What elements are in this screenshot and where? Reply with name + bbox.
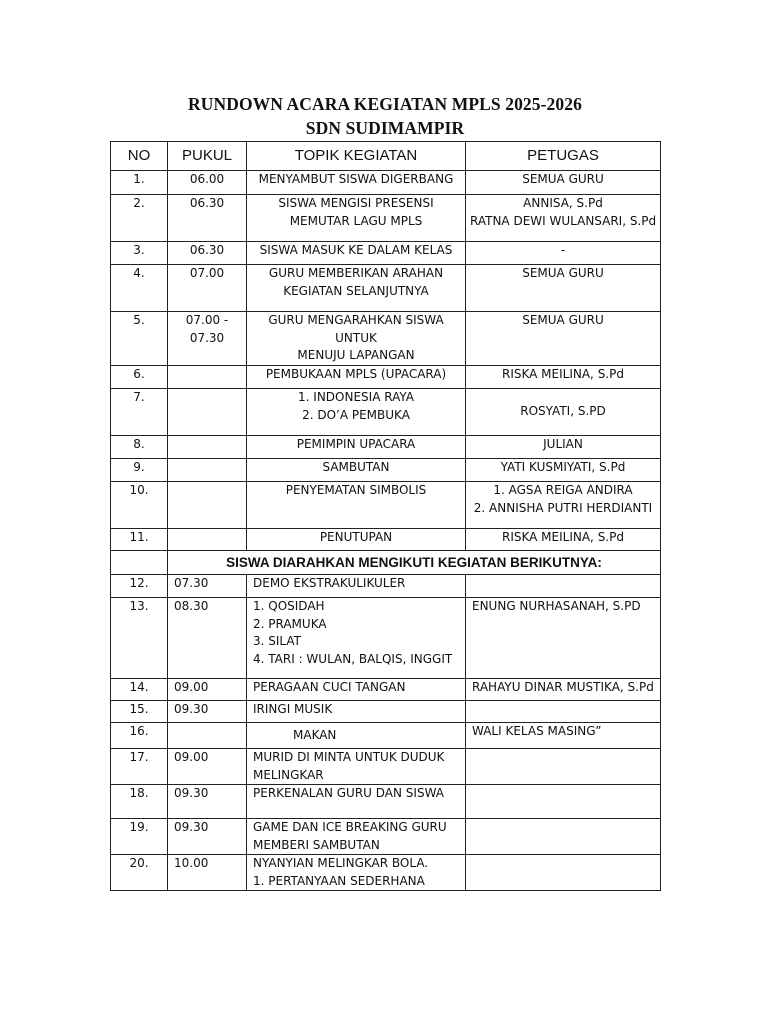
cell-officer-line: SEMUA GURU [522, 313, 604, 327]
cell-officer [466, 785, 661, 819]
cell-no: 4. [111, 265, 168, 312]
cell-officer [466, 242, 661, 265]
cell-topic-line: 1. INDONESIA RAYA [298, 390, 414, 404]
cell-time [168, 598, 247, 679]
table-row [111, 529, 661, 551]
cell-no: 17. [111, 749, 168, 785]
cell-time [168, 366, 247, 389]
cell-no: 20. [111, 855, 168, 891]
table-row [111, 598, 661, 679]
cell-topic-line: NYANYIAN MELINGKAR BOLA. [253, 856, 429, 870]
cell-topic [247, 195, 466, 242]
cell-topic-line: PENYEMATAN SIMBOLIS [285, 483, 427, 497]
cell-time [168, 701, 247, 723]
cell-topic-line: SISWA MASUK KE DALAM KELAS [259, 243, 453, 257]
cell-officer [466, 265, 661, 312]
cell-time [168, 575, 247, 598]
cell-topic [247, 701, 466, 723]
cell-time [168, 242, 247, 265]
cell-officer-line: ROSYATI, S.PD [520, 404, 606, 418]
cell-officer [466, 679, 661, 701]
cell-time [168, 389, 247, 436]
cell-time-line: 06.00 [189, 172, 225, 186]
cell-officer-line: RISKA MEILINA, S.Pd [502, 530, 624, 544]
cell-officer [466, 195, 661, 242]
cell-no: 16. [111, 723, 168, 749]
cell-time-line: 07.30 [189, 330, 225, 345]
cell-topic-line: GURU MENGARAHKAN SISWA [268, 313, 444, 327]
cell-topic-line: SISWA MENGISI PRESENSI [278, 196, 434, 210]
cell-time [168, 855, 247, 891]
cell-officer-line: 1. AGSA REIGA ANDIRA [493, 483, 633, 497]
table-row [111, 679, 661, 701]
cell-topic-line: UNTUK [335, 330, 377, 345]
table-row [111, 855, 661, 891]
cell-topic [247, 575, 466, 598]
cell-time-line: 07.00 [189, 266, 225, 280]
table-row [111, 171, 661, 195]
table-row [111, 366, 661, 389]
cell-officer [466, 312, 661, 366]
table-row [111, 389, 661, 436]
cell-officer [466, 749, 661, 785]
cell-topic-line: 1. PERTANYAAN SEDERHANA [253, 873, 425, 888]
cell-topic-line: PEMIMPIN UPACARA [296, 437, 416, 451]
cell-time [168, 436, 247, 459]
cell-time-line: 06.30 [189, 243, 225, 257]
cell-topic [247, 785, 466, 819]
cell-topic [247, 679, 466, 701]
table-row [111, 265, 661, 312]
table-row [111, 242, 661, 265]
cell-topic [247, 436, 466, 459]
cell-topic-line: MAKAN [293, 728, 337, 742]
cell-officer [466, 819, 661, 855]
cell-time-line: 06.30 [189, 196, 225, 210]
cell-officer [466, 366, 661, 389]
cell-time-line: 08.30 [174, 599, 209, 613]
cell-officer-line: JULIAN [543, 437, 583, 451]
cell-topic [247, 312, 466, 366]
cell-officer-line: SEMUA GURU [522, 172, 604, 186]
cell-no: 19. [111, 819, 168, 855]
cell-time [168, 723, 247, 749]
cell-no: 8. [111, 436, 168, 459]
cell-time [168, 819, 247, 855]
cell-officer [466, 459, 661, 482]
cell-topic [247, 819, 466, 855]
cell-topic [247, 242, 466, 265]
cell-time [168, 785, 247, 819]
header-no: NO [111, 142, 168, 171]
cell-no: 5. [111, 312, 168, 366]
school-name: SDN SUDIMAMPIR [305, 118, 465, 138]
cell-officer [466, 598, 661, 679]
cell-topic-line: GURU MEMBERIKAN ARAHAN [268, 266, 444, 280]
header-time: PUKUL [168, 142, 247, 171]
cell-time-line: 09.00 [174, 680, 209, 694]
cell-time [168, 459, 247, 482]
cell-topic-line: PEMBUKAAN MPLS (UPACARA) [265, 367, 447, 381]
cell-topic [247, 389, 466, 436]
cell-topic-line: 4. TARI : WULAN, BALQIS, INGGIT [253, 651, 453, 666]
rundown-table [110, 141, 661, 891]
table-row [111, 785, 661, 819]
cell-no: 6. [111, 366, 168, 389]
cell-topic [247, 529, 466, 551]
header-topic: TOPIK KEGIATAN [247, 142, 466, 171]
cell-time-line: 07.30 [174, 576, 209, 590]
cell-time-line: 07.00 - [185, 313, 229, 327]
cell-no: 9. [111, 459, 168, 482]
cell-officer [466, 575, 661, 598]
section-row [111, 551, 661, 575]
table-row [111, 482, 661, 529]
cell-officer-line: YATI KUSMIYATI, S.Pd [500, 460, 626, 474]
cell-officer-line: 2. ANNISHA PUTRI HERDIANTI [473, 500, 653, 515]
table-header-row [111, 142, 661, 171]
cell-time [168, 312, 247, 366]
cell-officer-line: ENUNG NURHASANAH, S.PD [472, 599, 641, 613]
cell-topic-line: KEGIATAN SELANJUTNYA [283, 283, 429, 298]
cell-topic-line: GAME DAN ICE BREAKING GURU [253, 820, 447, 834]
cell-officer [466, 855, 661, 891]
cell-officer-line: ANNISA, S.Pd [523, 196, 603, 210]
cell-time-line: 10.00 [174, 856, 209, 870]
cell-topic [247, 723, 466, 749]
cell-officer [466, 436, 661, 459]
cell-no: 12. [111, 575, 168, 598]
cell-topic-line: 2. PRAMUKA [253, 616, 327, 631]
table-row [111, 312, 661, 366]
table-row [111, 459, 661, 482]
cell-officer-line: - [560, 243, 566, 257]
cell-topic-line: MENYAMBUT SISWA DIGERBANG [258, 172, 454, 186]
cell-no: 2. [111, 195, 168, 242]
cell-topic [247, 366, 466, 389]
cell-topic-line: PERKENALAN GURU DAN SISWA [253, 786, 444, 800]
cell-topic [247, 598, 466, 679]
cell-topic-line: MENUJU LAPANGAN [297, 348, 415, 362]
cell-topic-line: PERAGAAN CUCI TANGAN [253, 680, 406, 694]
cell-officer-line: WALI KELAS MASING” [472, 724, 602, 738]
cell-time-line: 09.30 [174, 702, 209, 716]
cell-no: 1. [111, 171, 168, 195]
cell-topic [247, 855, 466, 891]
cell-topic-line: PENUTUPAN [319, 530, 393, 544]
cell-topic [247, 171, 466, 195]
cell-topic-line: MEMBERI SAMBUTAN [253, 837, 380, 852]
cell-officer [466, 723, 661, 749]
cell-no: 11. [111, 529, 168, 551]
cell-officer [466, 529, 661, 551]
section-heading: SISWA DIARAHKAN MENGIKUTI KEGIATAN BERIKUTNYA: [168, 551, 661, 575]
cell-topic [247, 459, 466, 482]
cell-officer [466, 482, 661, 529]
cell-no: 14. [111, 679, 168, 701]
cell-topic-line: 2. DO’A PEMBUKA [302, 407, 410, 422]
table-row [111, 195, 661, 242]
cell-topic-line: IRINGI MUSIK [253, 702, 333, 716]
section-blank-cell [111, 551, 168, 575]
cell-time [168, 265, 247, 312]
cell-officer-line: SEMUA GURU [522, 266, 604, 280]
cell-time [168, 679, 247, 701]
table-row [111, 701, 661, 723]
cell-time [168, 529, 247, 551]
document-title: RUNDOWN ACARA KEGIATAN MPLS 2025-2026 [188, 94, 582, 114]
cell-time-line: 09.00 [174, 750, 209, 764]
table-row [111, 749, 661, 785]
cell-officer-line: RATNA DEWI WULANSARI, S.Pd [470, 213, 657, 228]
cell-time [168, 482, 247, 529]
cell-topic-line: MELINGKAR [253, 767, 324, 782]
cell-officer [466, 389, 661, 436]
cell-topic [247, 749, 466, 785]
header-officer: PETUGAS [466, 142, 661, 171]
cell-topic [247, 265, 466, 312]
cell-no: 3. [111, 242, 168, 265]
cell-officer-line: RAHAYU DINAR MUSTIKA, S.Pd [472, 680, 654, 694]
table-row [111, 819, 661, 855]
cell-topic [247, 482, 466, 529]
cell-topic-line: 3. SILAT [253, 634, 301, 648]
table-row [111, 723, 661, 749]
cell-no: 18. [111, 785, 168, 819]
cell-topic-line: DEMO EKSTRAKULIKULER [253, 576, 406, 590]
cell-topic-line: SAMBUTAN [322, 460, 390, 474]
cell-time-line: 09.30 [174, 786, 209, 800]
cell-topic-line: MURID DI MINTA UNTUK DUDUK [253, 750, 445, 764]
cell-time [168, 749, 247, 785]
cell-topic-line: 1. QOSIDAH [253, 599, 325, 613]
cell-time [168, 195, 247, 242]
cell-no: 15. [111, 701, 168, 723]
cell-officer-line: RISKA MEILINA, S.Pd [502, 367, 624, 381]
cell-time-line: 09.30 [174, 820, 209, 834]
cell-officer [466, 701, 661, 723]
table-row [111, 575, 661, 598]
cell-time [168, 171, 247, 195]
cell-no: 7. [111, 389, 168, 436]
cell-officer [466, 171, 661, 195]
cell-no: 13. [111, 598, 168, 679]
table-row [111, 436, 661, 459]
cell-topic-line: MEMUTAR LAGU MPLS [289, 213, 423, 228]
cell-no: 10. [111, 482, 168, 529]
